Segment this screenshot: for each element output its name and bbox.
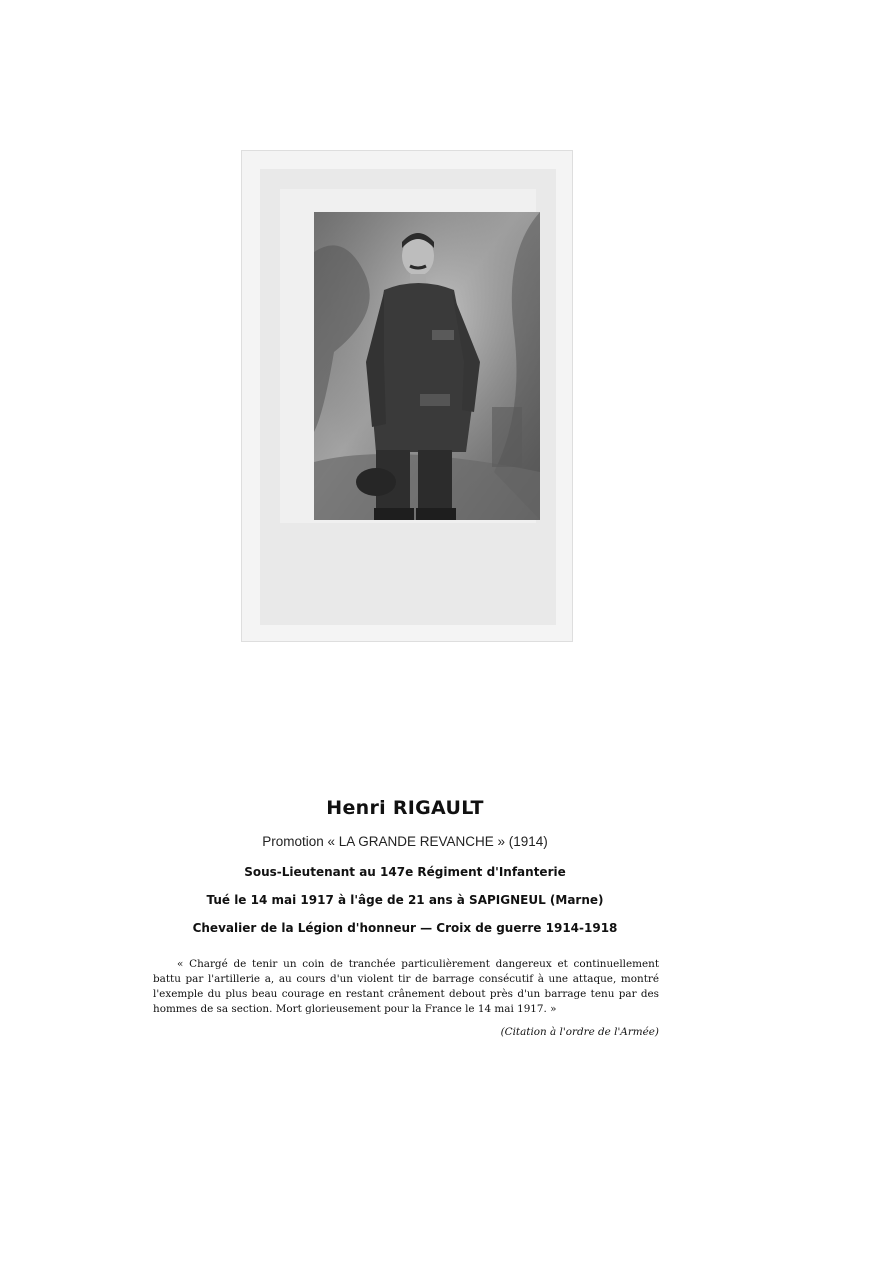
person-name: Henri RIGAULT	[326, 797, 484, 819]
promotion-line: Promotion « LA GRANDE REVANCHE » (1914)	[262, 834, 548, 849]
citation-text: « Chargé de tenir un coin de tranchée particulièrement dangereux et continuellement battu par l'artillerie a, au cours d'un violent tir de barrage consécutif à une attaque, montré l'exemple du plus beau courage en restant crânement debout près d'un barrage tenu par des hommes de sa section. Mort glorieusement pour la France le 14 mai 1917. »	[153, 958, 659, 1015]
honours-line: Chevalier de la Légion d'honneur — Croix de guerre 1914-1918	[192, 921, 618, 935]
caption-block	[130, 786, 680, 942]
death-line: Tué le 14 mai 1917 à l'âge de 21 ans à SAPIGNEUL (Marne)	[206, 893, 604, 907]
portrait-image	[314, 212, 540, 520]
photo-mat	[260, 169, 556, 625]
photo-mat-inner	[280, 189, 536, 523]
rank-line: Sous-Lieutenant au 147e Régiment d'Infanterie	[244, 865, 566, 879]
portrait-photo-card	[242, 151, 572, 641]
portrait-photo	[314, 212, 540, 520]
citation-source: (Citation à l'ordre de l'Armée)	[500, 1026, 659, 1038]
